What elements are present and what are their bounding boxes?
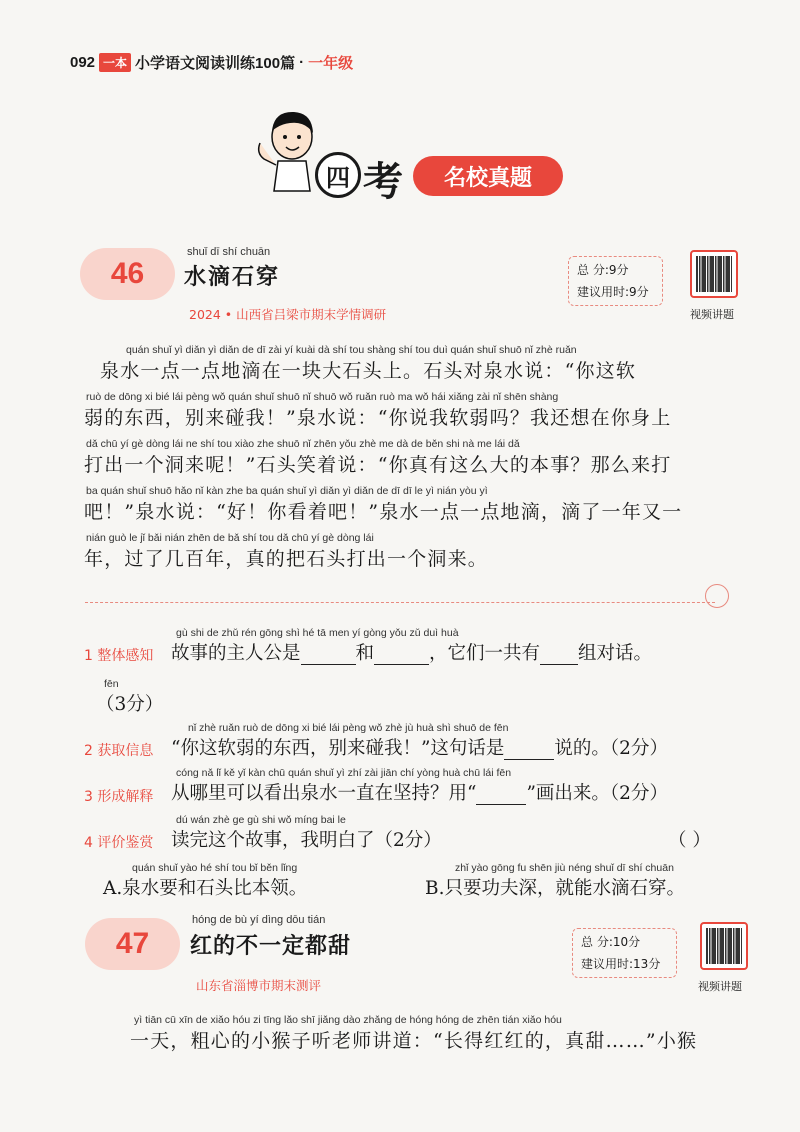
q4-pinyin: dú wán zhè ge gù shi wǒ míng bai le (176, 814, 346, 826)
passage-46-pinyin-1: quán shuǐ yì diǎn yì diǎn de dī zài yí kuài dà shí tou shàng shí tou duì quán shuǐ shuō nǐ zhè ruǎn (126, 344, 577, 356)
passage-47-line-1: 一天，粗心的小猴子听老师讲道：“长得红红的，真甜……”小猴 (130, 1030, 698, 1052)
page-number: 092 (70, 54, 96, 71)
q1-fen-pinyin: fēn (104, 678, 119, 690)
passage-47-pinyin-1: yì tiān cū xīn de xiǎo hóu zi tīng lǎo shī jiǎng dào zhǎng de hóng hóng de zhēn tián xiǎo hóu (134, 1014, 562, 1026)
q1-text (171, 639, 652, 665)
passage-47-info (572, 928, 677, 978)
cartoon-boy-icon (250, 103, 325, 193)
q2-text (171, 734, 668, 760)
passage-46-total: 总 分:9分 (577, 263, 629, 277)
q1-blank-3[interactable] (540, 648, 578, 665)
q3-part-b: ”画出来。（2分） (526, 783, 668, 804)
passage-46-line-5: 年，过了几百年，真的把石头打出一个洞来。 (84, 548, 489, 570)
q1-blank-2[interactable] (374, 648, 429, 665)
passage-47-video-label[interactable]: 视频讲题 (698, 980, 742, 993)
passage-46-number: 46 (110, 257, 145, 290)
banner-circle: 四 (315, 152, 361, 198)
q1-part-d: 组对话。 (578, 643, 653, 664)
q3-part-a: 从哪里可以看出泉水一直在坚持？用“ (171, 783, 477, 804)
section-divider (85, 602, 715, 603)
banner-kao: 考 (363, 159, 403, 205)
brand-tag: 一本 (99, 53, 131, 72)
q3-blank[interactable] (476, 788, 526, 805)
page-header (70, 52, 353, 73)
passage-46-badge (80, 248, 175, 300)
passage-47-time: 建议用时:13分 (581, 957, 661, 971)
q1-blank-1[interactable] (301, 648, 356, 665)
passage-47-source: 山东省淄博市期末测评 (196, 978, 322, 993)
q4-option-b[interactable]: B.只要功夫深，就能水滴石穿。 (425, 878, 685, 899)
passage-46-pinyin-3: dǎ chū yí gè dòng lái ne shí tou xiào zhe shuō nǐ zhēn yǒu zhè me dà de běn shi nà me lái dǎ (86, 438, 520, 450)
q2-part-b: 说的。（2分） (554, 738, 668, 759)
grade-label: 一年级 (308, 55, 354, 72)
q2-pinyin: nǐ zhè ruǎn ruò de dōng xi bié lái pèng wǒ zhè jù huà shì shuō de fēn (188, 722, 509, 734)
passage-46-line-1: 泉水一点一点地滴在一块大石头上。石头对泉水说：“你这软 (100, 360, 637, 382)
q4-label: 4 评价鉴赏 (84, 835, 154, 851)
q1-pinyin: gù shi de zhǔ rén gōng shì hé tā men yí gòng yǒu zǔ duì huà (176, 627, 459, 639)
q4-option-b-pinyin: zhǐ yào gōng fu shēn jiù néng shuǐ dī shí chuān (455, 862, 674, 874)
passage-46-line-3: 打出一个洞来呢！”石头笑着说：“你真有这么大的本事？那么来打 (84, 454, 672, 476)
passage-46-line-2: 弱的东西，别来碰我！”泉水说：“你说我软弱吗？我还想在你身上 (84, 407, 672, 429)
q3-pinyin: cóng nǎ lǐ kě yǐ kàn chū quán shuǐ yì zhí zài jiān chí yòng huà chū lái fēn (176, 767, 512, 779)
q1-part-a: 故事的主人公是 (171, 643, 301, 664)
q1-label: 1 整体感知 (84, 648, 154, 664)
q1-part-c: ，它们一共有 (429, 643, 541, 664)
passage-46-pinyin-5: nián guò le jǐ bǎi nián zhēn de bǎ shí tou dǎ chū yí gè dòng lái (86, 532, 374, 544)
passage-46-qr-icon[interactable] (690, 250, 738, 298)
flower-deco-icon (705, 584, 729, 608)
q2-label: 2 获取信息 (84, 743, 154, 759)
passage-46-pinyin-2: ruò de dōng xi bié lái pèng wǒ quán shuǐ shuō nǐ shuō wǒ ruǎn ruò ma wǒ hái xiǎng zài nǐ shēn shàng (86, 391, 559, 403)
book-title: 小学语文阅读训练100篇 (135, 55, 296, 72)
q1-score: （3分） (96, 694, 164, 715)
q1-part-b: 和 (355, 643, 375, 664)
q2-blank[interactable] (504, 743, 554, 760)
passage-47-title: 红的不一定都甜 (190, 934, 352, 959)
passage-46-line-4: 吧！”泉水说：“好！你看着吧！”泉水一点一点地滴，滴了一年又一 (84, 501, 683, 523)
passage-47-title-pinyin: hóng de bù yí dìng dōu tián (192, 914, 326, 926)
header-dot: · (299, 54, 305, 71)
section-banner (315, 152, 560, 205)
passage-46-pinyin-4: ba quán shuǐ shuō hǎo nǐ kàn zhe ba quán shuǐ yì diǎn yì diǎn de dī dī le yì nián yòu yì (86, 485, 488, 497)
passage-47-badge (85, 918, 180, 970)
passage-46-info (568, 256, 663, 306)
passage-46-video-label[interactable]: 视频讲题 (690, 308, 734, 321)
passage-47-qr-icon[interactable] (700, 922, 748, 970)
q2-part-a: “你这软弱的东西，别来碰我！”这句话是 (171, 738, 505, 759)
passage-46-title-pinyin: shuǐ dī shí chuān (187, 246, 271, 258)
q3-label: 3 形成解释 (84, 789, 154, 805)
q4-option-a[interactable]: A.泉水要和石头比本领。 (103, 878, 308, 899)
passage-47-total: 总 分:10分 (581, 935, 641, 949)
passage-46-source: 2024 • 山西省吕梁市期末学情调研 (189, 307, 387, 322)
q4-answer-paren[interactable]: （ ） (668, 830, 711, 851)
q3-text (171, 779, 668, 805)
q4-text: 读完这个故事，我明白了（2分） (171, 830, 442, 851)
q4-option-a-pinyin: quán shuǐ yào hé shí tou bǐ běn lǐng (132, 862, 298, 874)
banner-pill: 名校真题 (413, 156, 563, 196)
passage-46-title: 水滴石穿 (184, 265, 281, 290)
passage-46-time: 建议用时:9分 (577, 285, 649, 299)
passage-47-number: 47 (115, 927, 150, 960)
